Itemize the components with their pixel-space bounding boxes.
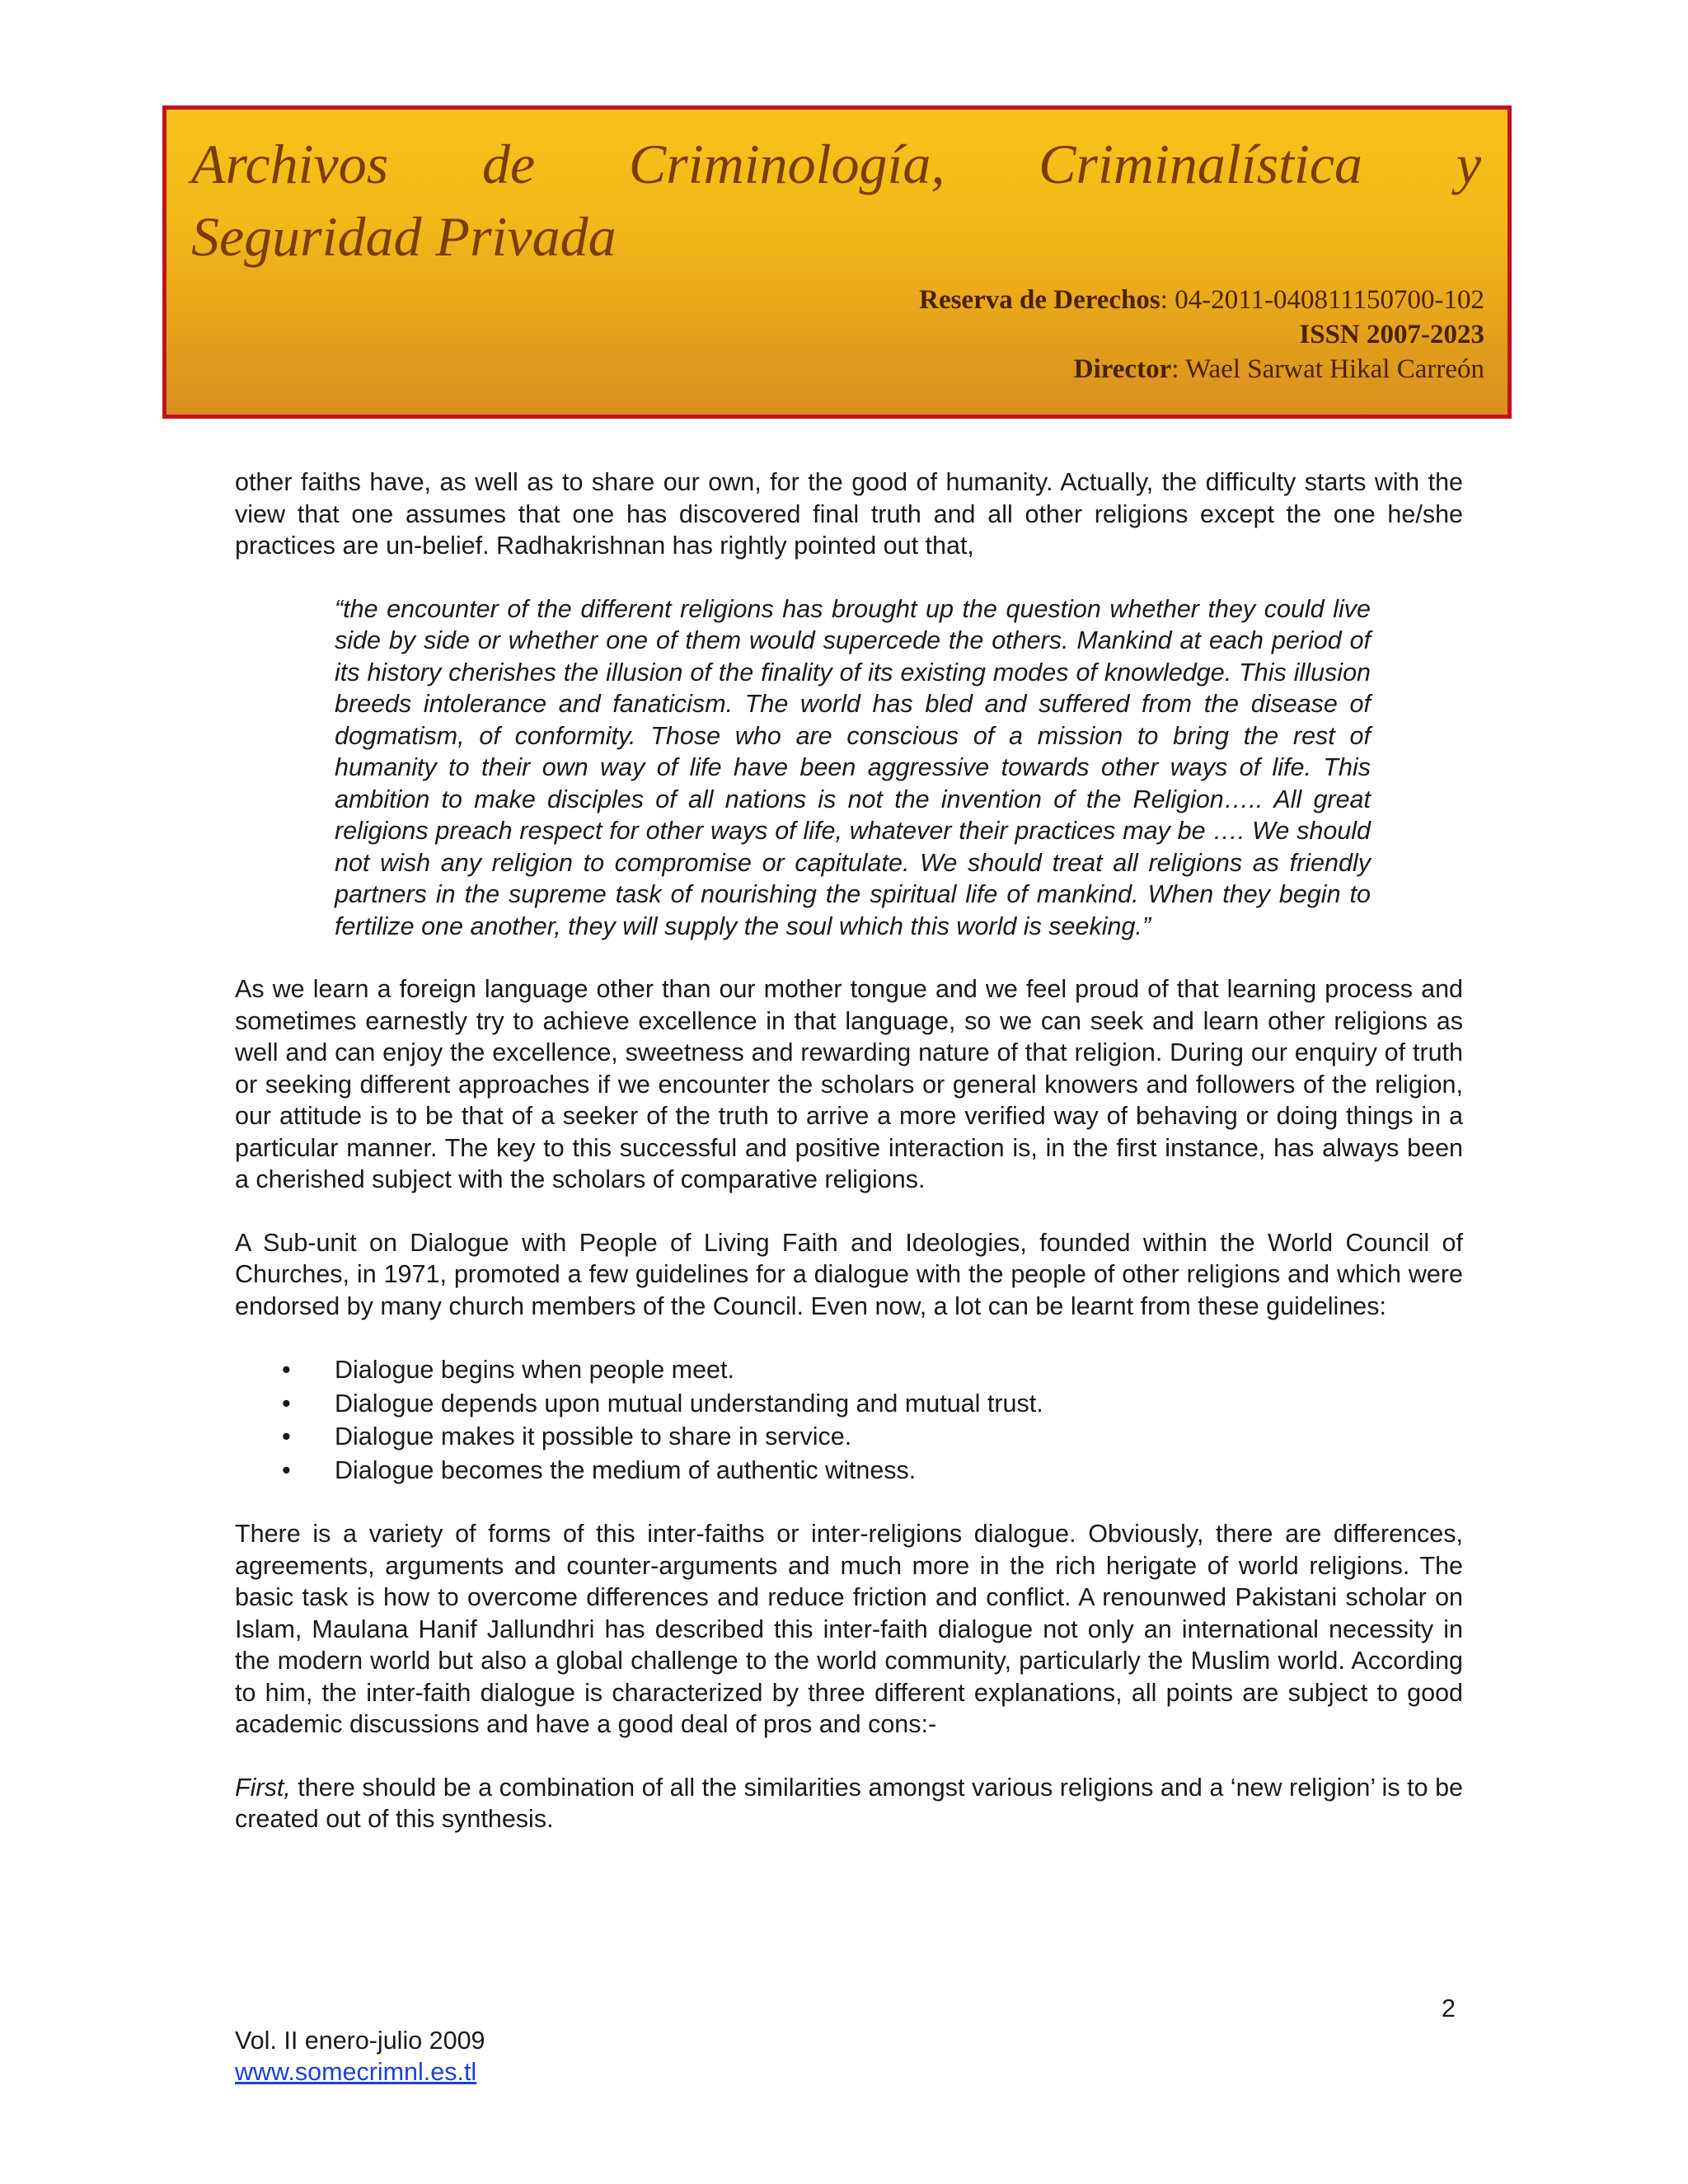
journal-banner (162, 105, 1512, 419)
paragraph (235, 1772, 1463, 1835)
bullet-icon: • (282, 1356, 291, 1384)
paragraph: A Sub-unit on Dialogue with People of Living Faith and Ideologies, founded within the World Council of Churches, in 1971, promoted a few guidelines for a dialogue with the people of other religions and which were endorsed by many church members of the Council. Even now, a lot can be learnt from these guidelines: (235, 1228, 1463, 1320)
page-footer (235, 2025, 485, 2088)
paragraph: other faiths have, as well as to share our own, for the good of humanity. Actually, the difficulty starts with the view that one assumes that one has discovered final truth and all other religions except the one he/she practices are un-belief. Radhakrishnan has rightly pointed out that, (235, 468, 1463, 560)
journal-title-line2: Seguridad Privada (191, 205, 617, 268)
block-quote: “the encounter of the different religions has brought up the question whether they could live side by side or whether one of them would supercede the others. Mankind at each period of its history cherishes the illusion of the finality of its existing modes of knowledge. This illusion breeds intolerance and fanaticism. The world has bled and suffered from the disease of dogmatism, of conformity. Those who are conscious of a mission to bring the rest of humanity to their own way of life have been aggressive towards other ways of life. This ambition to make disciples of all nations is not the invention of the Religion….. All great religions preach respect for other ways of life, whatever their practices may be …. We should not wish any religion to compromise or capitulate. We should treat all religions as friendly partners in the supreme task of nourishing the spiritual life of mankind. When they begin to fertilize one another, they will supply the soul which this world is seeking.” (335, 594, 1371, 940)
list-item-text: Dialogue begins when people meet. (335, 1356, 734, 1384)
director-label: Director (1073, 354, 1172, 384)
list-item (235, 1353, 1463, 1387)
list-item (235, 1420, 1463, 1454)
page-number: 2 (1442, 1994, 1456, 2022)
article-body (235, 466, 1463, 1867)
bullet-icon: • (282, 1389, 291, 1418)
reserva-value: : 04-2011-040811150700-102 (1160, 285, 1484, 315)
list-item-text: Dialogue depends upon mutual understanding and mutual trust. (335, 1389, 1043, 1418)
director (919, 352, 1484, 387)
list-item-text: Dialogue becomes the medium of authentic witness. (335, 1455, 917, 1484)
reserva-label: Reserva de Derechos (919, 285, 1160, 315)
bullet-icon: • (282, 1422, 291, 1451)
reserva-derechos (919, 283, 1484, 317)
paragraph: As we learn a foreign language other than our mother tongue and we feel proud of that learning process and sometimes earnestly try to achieve excellence in that language, so we can seek and learn other religions as well and can enjoy the excellence, sweetness and rewarding nature of that religion. During our enquiry of truth or seeking different approaches if we encounter the scholars or general knowers and followers of the religion, our attitude is to be that of a seeker of the truth to arrive a more verified way of behaving or doing things in a particular manner. The key to this successful and positive interaction is, in the first instance, has always been a cherished subject with the scholars of comparative religions. (235, 975, 1463, 1193)
paragraph: There is a variety of forms of this inter-faiths or inter-religions dialogue. Obviously, there are differences, agreements, arguments and counter-arguments and much more in the rich herigate of world religions. The basic task is how to overcome differences and reduce friction and conflict. A renounwed Pakistani scholar on Islam, Maulana Hanif Jallundhri has described this inter-faith dialogue not only an international necessity in the modern world but also a global challenge to the world community, particularly the Muslim world. According to him, the inter-faith dialogue is characterized by three different explanations, all points are subject to good academic discussions and have a good deal of pros and cons:- (235, 1520, 1463, 1738)
emphasis-first: First, (235, 1773, 291, 1802)
website-link[interactable]: www.somecrimnl.es.tl (235, 2058, 477, 2086)
guidelines-list (235, 1353, 1463, 1487)
volume-info: Vol. II enero-julio 2009 (235, 2027, 485, 2055)
journal-title-line1: Archivos de Criminología, Criminalística y (191, 133, 1481, 195)
list-item-text: Dialogue makes it possible to share in service. (335, 1422, 852, 1451)
journal-title (191, 128, 1481, 273)
list-item (235, 1387, 1463, 1421)
issn: ISSN 2007-2023 (1299, 320, 1484, 349)
director-value: : Wael Sarwat Hikal Carreón (1171, 354, 1484, 384)
journal-info (919, 283, 1484, 387)
paragraph-text: there should be a combination of all the similarities amongst various religions and a ‘new religion’ is to be created out of this synthesis. (235, 1773, 1463, 1833)
list-item (235, 1454, 1463, 1488)
bullet-icon: • (282, 1455, 291, 1484)
